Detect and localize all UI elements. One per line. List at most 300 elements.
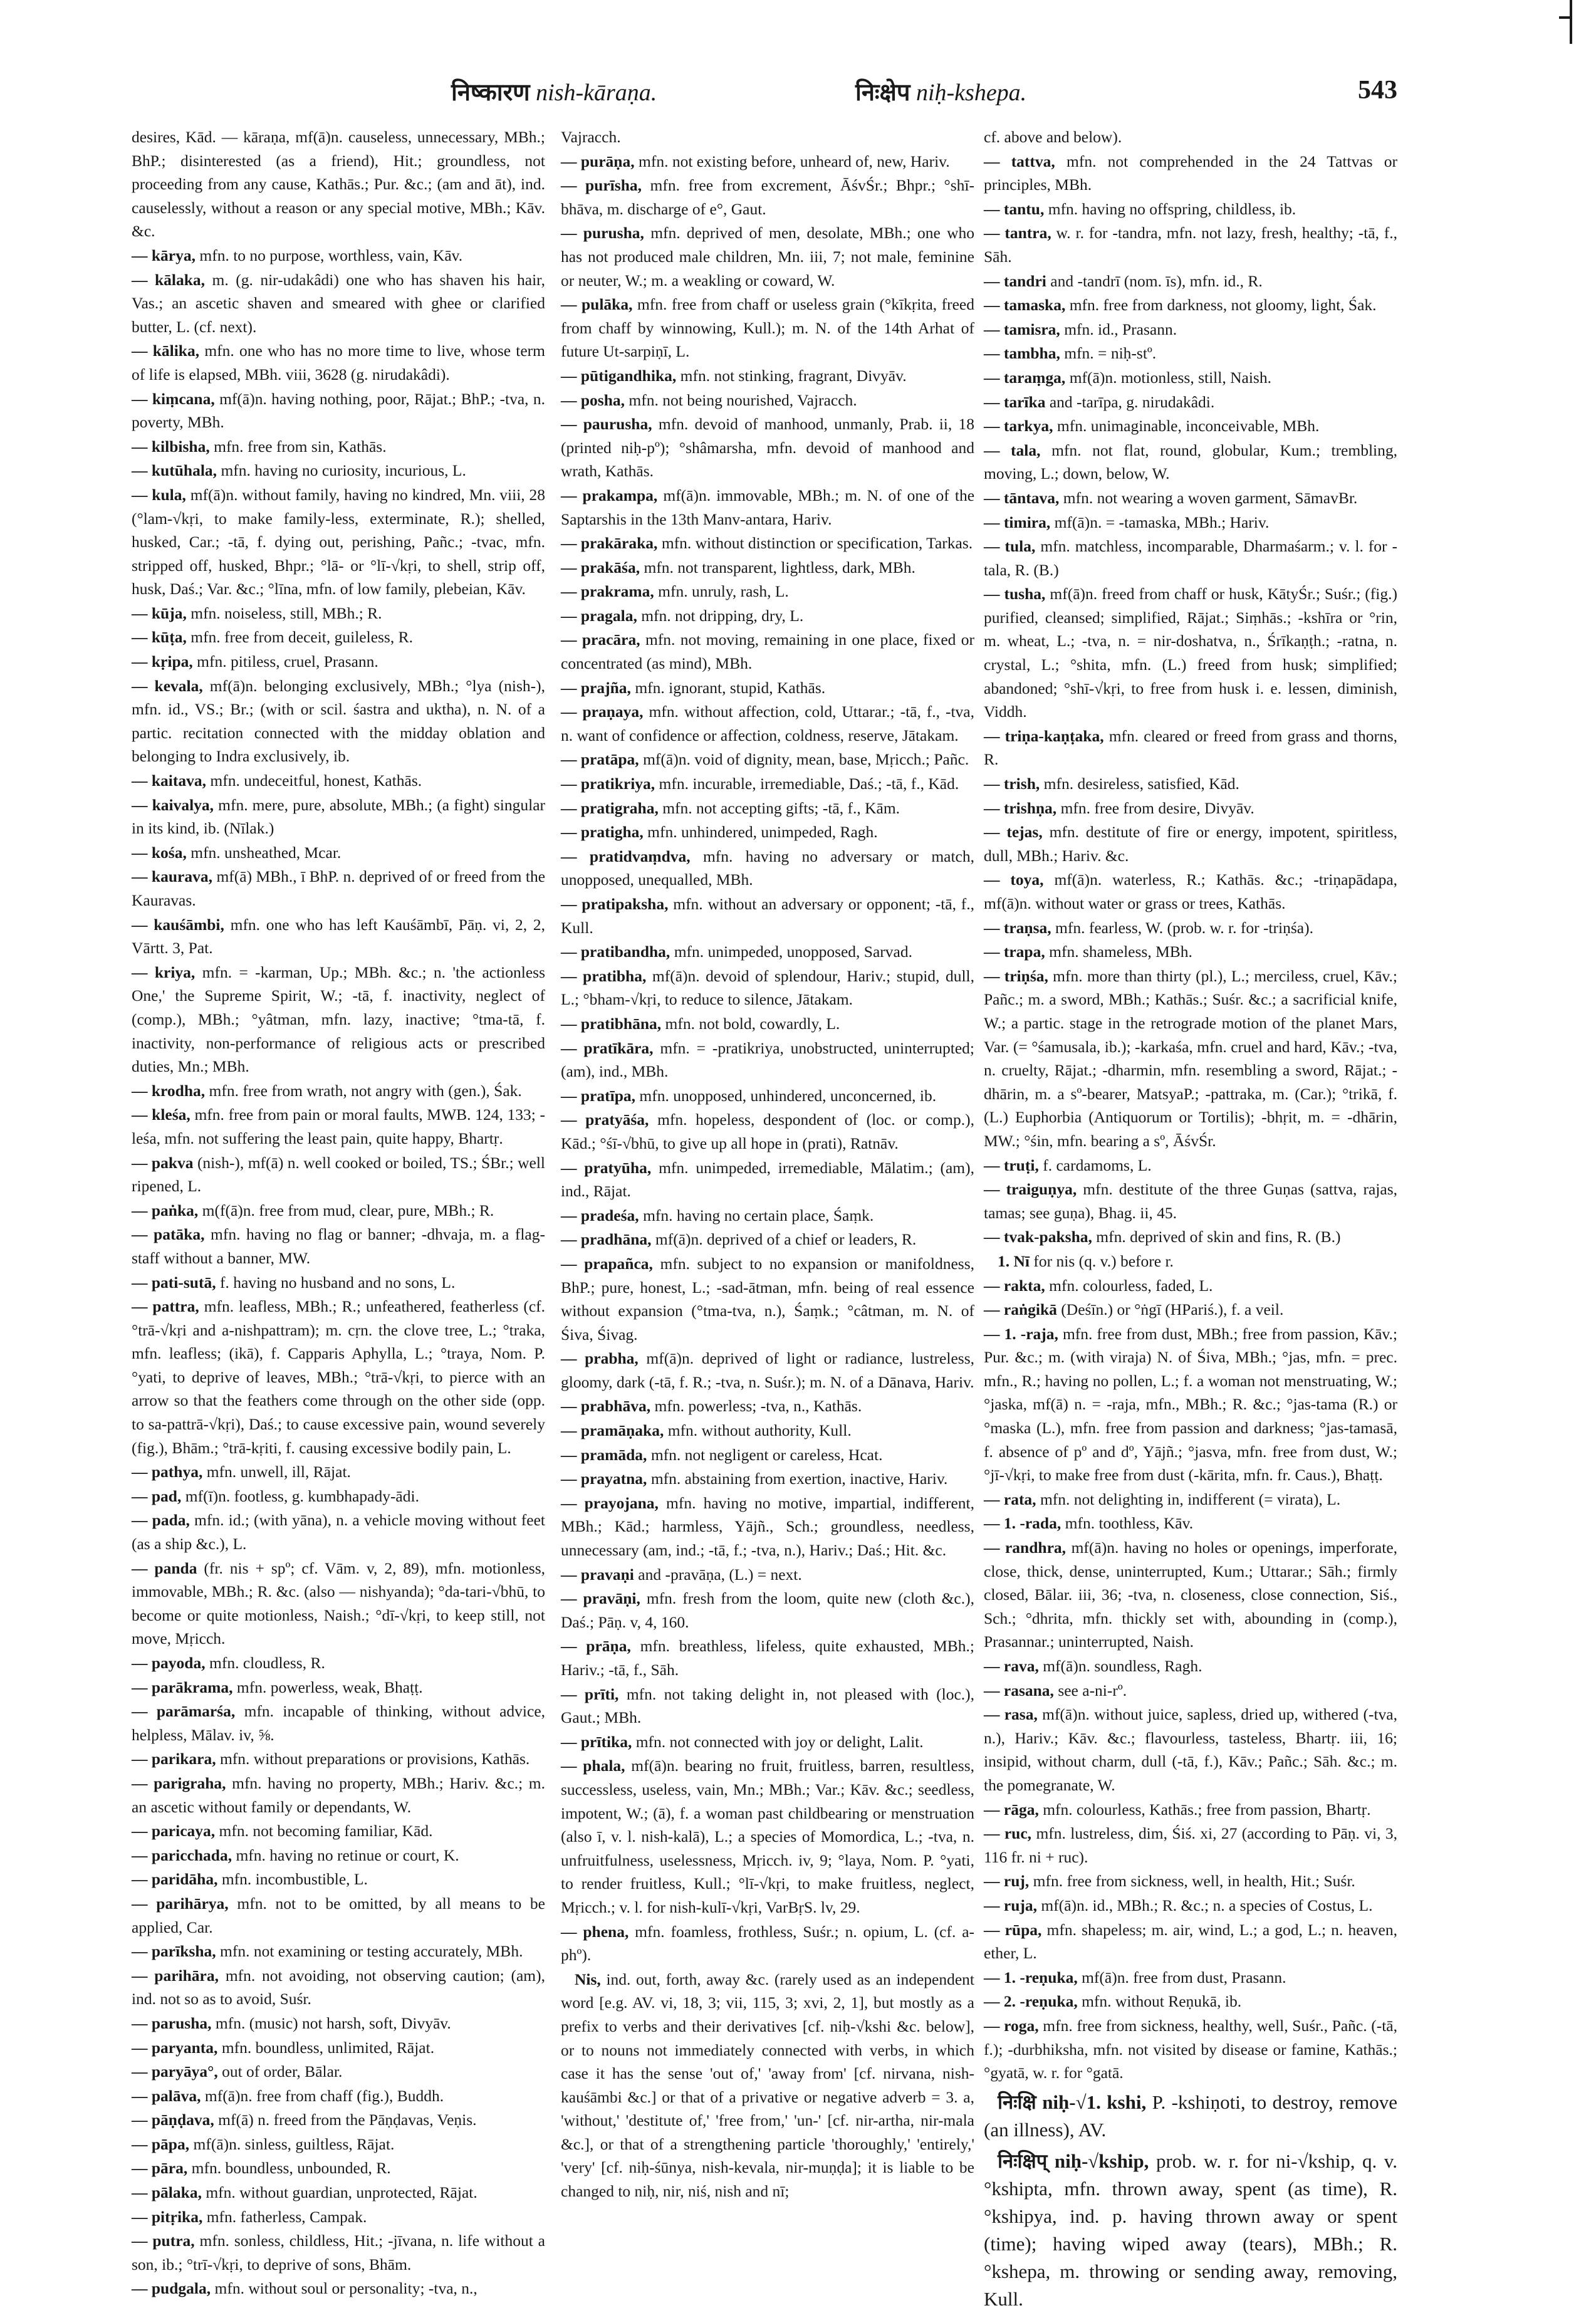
dictionary-entry [561, 412, 974, 483]
entry-headword: — prīti, [561, 1684, 619, 1703]
entry-definition: mfn. deprived of skin and fins, R. (B.) [1096, 1228, 1341, 1246]
dictionary-entry [984, 1703, 1397, 1797]
entry-headword: — pattra, [132, 1297, 199, 1316]
entry-definition: mfn. not being nourished, Vajracch. [628, 390, 857, 409]
dictionary-entry [984, 342, 1397, 365]
entry-headword: — putra, [132, 2232, 195, 2250]
entry-definition: out of order, Bālar. [222, 2062, 343, 2081]
dictionary-entry [561, 820, 974, 844]
dictionary-entry [561, 748, 974, 771]
entry-definition: mfn. free from deceit, guileless, R. [190, 628, 413, 647]
entry-headword: — 1. -reṇuka, [984, 1968, 1078, 1987]
dictionary-entry [132, 1651, 545, 1675]
dictionary-entry [132, 650, 545, 674]
dictionary-entry [132, 1940, 545, 1963]
dictionary-entry [561, 772, 974, 796]
entry-definition: mfn. noiseless, still, MBh.; R. [190, 603, 382, 622]
entry-headword: — randhra, [984, 1538, 1067, 1557]
dictionary-entry [132, 1079, 545, 1103]
entry-headword: — triṇa-kaṇṭaka, [984, 726, 1104, 745]
dictionary-entry [984, 796, 1397, 820]
entry-headword: — prakampa, [561, 486, 658, 504]
entry-definition: mfn. not to be omitted, by all means to be applied, Car. [132, 1894, 546, 1936]
entry-headword: — pāra, [132, 2159, 188, 2178]
entry-headword: — 1. -raja, [984, 1324, 1058, 1343]
entry-definition: mfn. destitute of fire or energy, impotent, spiritless, dull, MBh.; Hariv. &c. [984, 823, 1398, 865]
entry-headword: — 1. -rada, [984, 1514, 1061, 1533]
entry-definition: w. r. for -tandra, mfn. not lazy, fresh, healthy; -tā, f., Sāh. [984, 224, 1398, 266]
dictionary-entry [132, 1295, 545, 1459]
entry-headword: — tantra, [984, 224, 1051, 243]
entry-headword: — pratibha, [561, 966, 647, 985]
entry-headword: — purīsha, [561, 176, 642, 195]
entry-headword: — kriya, [132, 963, 196, 981]
dictionary-entry [132, 1508, 545, 1555]
entry-headword: — kūṭa, [132, 628, 187, 647]
dictionary-entry [561, 364, 974, 388]
dictionary-entry [132, 1485, 545, 1508]
entry-headword: — phala, [561, 1757, 625, 1775]
dictionary-entry [132, 2060, 545, 2084]
entry-definition: mfn. not wearing a woven garment, SāmavBr. [1063, 488, 1358, 507]
entry-headword: निःक्षि niḥ-√1. kshi, [998, 2091, 1147, 2113]
entry-definition: mfn. not existing before, unheard of, new, Hariv. [639, 152, 950, 170]
entry-headword: — pratigha, [561, 823, 644, 842]
entry-definition: mfn. hopeless, despondent of (loc. or comp.), Kād.; °śī-√bhū, to give up all hope in (prati), Ratnāv. [561, 1110, 975, 1152]
entry-definition: mfn. more than thirty (pl.), L.; merciless, cruel, Kāv.; Pañc.; m. a sword, MBh.; Kathās.; Suśr. &c.; a sacrificial knife, W.; a partic. stage in the retrograde motion of the planet Mars, Var. (= °śamusala, ib.); -karkaśa, mfn. cruel and hard, Kāv.; -tva, n. cruelty, Rājat.; -dharmin, mfn. resembling a sword, Rājat.; -dhārin, m. a sº-bearer, MatsyaP.; -pattraka, m. (Car.); °trikā, f. (L.) Euphorbia (Antiquorum or Tortilis); -bhṛit, m. = -dhārin, MW.; °śin, mfn. bearing a sº, ĀśvŚr. [984, 966, 1397, 1150]
entry-definition: mfn. free from chaff or useless grain (°kīkṛita, freed from chaff by winnowing, Kull.); m. N. of the 14th Arhat of future Ut-sarpiṇī, L. [561, 295, 974, 361]
dictionary-entry [132, 2181, 545, 2205]
entry-definition: mfn. not transparent, lightless, dark, MBh. [644, 558, 915, 577]
dictionary-entry [132, 1676, 545, 1700]
column-3 [984, 125, 1398, 2310]
entry-headword: — pathya, [132, 1463, 203, 1481]
entry-definition: mfn. breathless, lifeless, quite exhausted, MBh.; Hariv.; -tā, f., Sāh. [561, 1637, 974, 1679]
dictionary-entry [984, 439, 1397, 486]
entry-headword: — pakva [132, 1153, 194, 1172]
dictionary-entry [561, 1587, 974, 1634]
dictionary-entry [561, 580, 974, 603]
entry-definition: mfn. having no certain place, Śaṃk. [643, 1206, 874, 1224]
entry-definition: mfn. not negligent or careless, Hcat. [650, 1445, 883, 1464]
entry-definition: mfn. not connected with joy or delight, Lalit. [635, 1732, 924, 1751]
entry-definition: mfn. having no offspring, childless, ib. [1048, 199, 1296, 218]
dictionary-entry [132, 387, 545, 434]
entry-definition: mfn. free from dust, MBh.; free from passion, Kāv.; Pur. &c.; m. (with viraja) N. of Śiva, MBh.; °jas, mfn. = prec. mfn., R.; having no pollen, L.; f. a woman not menstruating, W.; °jaska, mf(ā) n. = -raja, mfn., MBh.; R. &c.; °jas-tama (R.) or °maska (L.), mfn. free from passion and darkness; °jas-tamasā, f. absence of pº and dº, Yājñ.; °jasva, mfn. free from dust, W.; °jī-√kṛi, to make free from dust (-kārita, mfn. fr. Caus.), Bhaṭṭ. [984, 1324, 1398, 1485]
entry-definition: mf(ā) MBh., ī BhP. n. deprived of or freed from the Kauravas. [132, 867, 546, 909]
entry-definition: mf(ā)n. = -tamaska, MBh.; Hariv. [1054, 513, 1270, 531]
dictionary-entry [984, 1679, 1397, 1703]
entry-headword: — kaitava, [132, 771, 207, 790]
dictionary-entry [984, 1918, 1397, 1965]
dictionary-entry [132, 1844, 545, 1867]
entry-definition: mfn. matchless, incomparable, Dharmaśarm.; v. l. for -tala, R. (B.) [984, 537, 1397, 579]
entry-definition: for nis (q. v.) before r. [1033, 1251, 1174, 1270]
entry-definition: mfn. one who has no more time to live, whose term of life is elapsed, MBh. viii, 3628 (g. nirudakâdi). [132, 342, 545, 384]
entry-headword: — pratibhāna, [561, 1014, 662, 1033]
entry-headword: — paryāya°, [132, 2062, 218, 2081]
entry-definition: mfn. not accepting gifts; -tā, f., Kām. [662, 798, 900, 817]
entry-headword: — kleśa, [132, 1105, 190, 1124]
entry-headword: — kilbisha, [132, 437, 210, 456]
header-center-roman: niḥ-kshepa. [915, 80, 1027, 106]
entry-headword: — parākrama, [132, 1678, 233, 1696]
entry-headword: — kārya, [132, 246, 196, 264]
entry-definition: mf(ā)n. immovable, MBh.; m. N. of one of the Saptarshis in the 13th Manv-antara, Hariv. [561, 486, 975, 528]
entry-headword: — pratidvaṃdva, [561, 847, 691, 865]
entry-definition: mfn. pitiless, cruel, Prasann. [197, 652, 378, 671]
entry-headword: — rāga, [984, 1800, 1039, 1819]
entry-definition: m. (g. nir-udakâdi) one who has shaven his hair, Vas.; an ascetic shaven and smeared with ghee or clarified butter, L. (cf. next). [132, 270, 546, 336]
entry-headword: — tvak-paksha, [984, 1228, 1092, 1246]
entry-headword: — rakta, [984, 1276, 1045, 1295]
entry-headword: — pratīkāra, [561, 1038, 654, 1057]
dictionary-entry [984, 1154, 1397, 1177]
entry-definition: mfn. without an adversary or opponent; -tā, f., Kull. [561, 895, 974, 937]
dictionary-entry [132, 1772, 545, 1819]
entry-headword: — raṅgikā [984, 1300, 1057, 1319]
entry-definition: mf(ā)n. id., MBh.; R. &c.; n. a species of Costus, L. [1041, 1896, 1373, 1914]
entry-definition: mfn. without preparations or provisions, Kathās. [219, 1750, 530, 1768]
entry-definition: mfn. not examining or testing accurately, MBh. [220, 1942, 523, 1961]
header-left-devanagari: निष्कारण [451, 80, 530, 106]
entry-definition: mfn. not becoming familiar, Kād. [219, 1822, 433, 1840]
entry-headword: — paurusha, [561, 415, 652, 434]
entry-headword: — prakāraka, [561, 534, 658, 553]
entry-definition: mfn. cleared or freed from grass and thorns, R. [984, 726, 1397, 769]
entry-definition: mfn. boundless, unbounded, R. [191, 2159, 391, 2178]
entry-headword: — purusha, [561, 224, 644, 243]
entry-headword: — purāṇa, [561, 152, 635, 170]
dictionary-entry [561, 1683, 974, 1730]
running-header [132, 75, 1397, 113]
entry-definition: mfn. fatherless, Campak. [206, 2207, 367, 2226]
dictionary-entry [561, 1634, 974, 1681]
dictionary-entry [561, 150, 974, 174]
dictionary-entry [984, 964, 1397, 1153]
entry-definition: mf(ā)n. having no holes or openings, imperforate, close, thick, dense, uninterrupted, Kum.; Uttarar.; Sāh.; firmly closed, Bālar. iii, 36; -tva, n. closeness, close connection, Siś., Sch.; °dhrita, mfn. thickly set with, abounding in (comp.), Prasannar.; uninterrupted, Naish. [984, 1538, 1398, 1651]
entry-headword: — kṛipa, [132, 652, 193, 671]
entry-definition: mfn. having no adversary or match, unopposed, unequalled, MBh. [561, 847, 974, 889]
entry-headword: — timira, [984, 513, 1051, 531]
entry-headword: — pāpa, [132, 2134, 190, 2153]
entry-headword: — pracāra, [561, 630, 640, 649]
entry-definition: mf(ā)n. devoid of splendour, Hariv.; stupid, dull, L.; °bham-√kṛi, to reduce to silence, Jātakam. [561, 966, 974, 1009]
entry-headword: — payoda, [132, 1654, 206, 1672]
entry-headword: — tantu, [984, 199, 1045, 218]
entry-definition: mfn. free from sin, Kathās. [214, 437, 387, 456]
dictionary-entry [561, 700, 974, 747]
entry-definition: cf. above and below). [984, 128, 1122, 146]
entry-headword: — tandri [984, 271, 1046, 290]
entry-definition: mfn. one who has left Kauśāmbī, Pāṇ. vi, 2, 2, Vārtt. 3, Pat. [132, 915, 546, 958]
entry-definition: mfn. unimaginable, inconceivable, MBh. [1056, 417, 1320, 436]
entry-headword: — pada, [132, 1511, 190, 1530]
dictionary-entry [132, 1892, 545, 1939]
dictionary-entry [561, 1204, 974, 1228]
entry-definition: mfn. sonless, childless, Hit.; -jīvana, n. life without a son, ib.; °trī-√kṛi, to deprive of sons, Bhām. [132, 2232, 545, 2274]
entry-headword: — trishṇa, [984, 798, 1057, 817]
entry-definition: mfn. not taking delight in, not pleased with (loc.), Gaut.; MBh. [561, 1684, 975, 1727]
entry-headword: — paricaya, [132, 1822, 216, 1840]
entry-definition: mf(ā)n. sinless, guiltless, Rājat. [193, 2134, 395, 2153]
entry-definition: (nish-), mf(ā) n. well cooked or boiled, TS.; ŚBr.; well ripened, L. [132, 1153, 545, 1196]
entry-definition: mfn. leafless, MBh.; R.; unfeathered, featherless (cf. °trā-√kṛi and a-nishpattram); m. cṛn. the clove tree, L.; °traka, mfn. leafless; (ikā), f. Capparis Aphylla, L.; °traya, Nom. P. °yati, to deprive of leaves, MBh.; °trā-√kṛi, to pierce with an arrow so that the feathers come through on the other side (opp. to sa-pattrā-√kṛi), Daś.; to cause excessive pain, wound severely (fig.), Bhām.; °trā-kṛiti, f. causing excessive bodily pain, L. [132, 1297, 546, 1457]
entry-headword: — posha, [561, 390, 625, 409]
entry-headword: — pitṛika, [132, 2207, 203, 2226]
entry-headword: — phena, [561, 1922, 629, 1941]
dictionary-entry [132, 1199, 545, 1223]
entry-definition: mf(ā)n. free from chaff (fig.), Buddh. [204, 2086, 444, 2105]
entry-definition: mfn. desireless, satisfied, Kād. [1043, 775, 1239, 793]
dictionary-entry [984, 868, 1397, 915]
entry-headword: — trish, [984, 775, 1040, 793]
dictionary-entry [561, 221, 974, 292]
entry-definition: mfn. not flat, round, globular, Kum.; trembling, moving, L.; down, below, W. [984, 441, 1398, 483]
entry-headword: — parihārya, [132, 1894, 229, 1913]
entry-headword: — tula, [984, 537, 1036, 556]
dictionary-entry [132, 2277, 545, 2300]
entry-headword: — pratipaksha, [561, 895, 669, 913]
dictionary-entry [561, 628, 974, 675]
entry-definition: mfn. without affection, cold, Uttarar.; -tā, f., -tva, n. want of confidence or affection, coldness, reserve, Jātakam. [561, 702, 974, 744]
entry-definition: mfn. colourless, Kathās.; free from passion, Bhartṛ. [1043, 1800, 1371, 1819]
dictionary-entry [132, 961, 545, 1078]
entry-headword: — pragala, [561, 606, 637, 625]
entry-headword: — prayatna, [561, 1470, 647, 1488]
entry-headword: — traṇsa, [984, 918, 1051, 937]
dictionary-entry [132, 339, 545, 386]
entry-headword: — tamisra, [984, 320, 1060, 338]
entry-definition: mfn. foamless, frothless, Suśr.; n. opium, L. (cf. a-phº). [561, 1922, 975, 1965]
dictionary-entry [561, 125, 974, 149]
dictionary-entry [561, 1228, 974, 1251]
dictionary-entry [984, 724, 1397, 771]
entry-headword: — prakrama, [561, 582, 654, 601]
entry-definition: mf(ā)n. motionless, still, Naish. [1069, 368, 1271, 387]
entry-headword: — panda [132, 1559, 197, 1577]
entry-headword: — prītika, [561, 1732, 632, 1751]
entry-headword: — kośa, [132, 843, 187, 862]
entry-headword: — pratyāśa, [561, 1110, 649, 1129]
entry-headword: — kauśāmbi, [132, 915, 224, 934]
entry-headword: — pratyūha, [561, 1158, 652, 1177]
entry-definition: mfn. incapable of thinking, without advice, helpless, Mālav. iv, ⅝. [132, 1702, 546, 1744]
entry-headword: — taraṃga, [984, 368, 1066, 387]
dictionary-entry [132, 2108, 545, 2132]
dictionary-entry [561, 531, 974, 555]
dictionary-entry [561, 1012, 974, 1036]
dictionary-entry [984, 1298, 1397, 1322]
entry-definition: mfn. to no purpose, worthless, vain, Kāv. [199, 246, 463, 264]
dictionary-entry [561, 389, 974, 412]
entry-definition: mfn. free from sickness, well, in health, Hit.; Suśr. [1033, 1872, 1355, 1891]
entry-definition: mf(ā)n. deprived of light or radiance, lustreless, gloomy, dark (-tā, f. R.; -tva, n. Suśr.); m. N. of a Dānava, Hariv. [561, 1349, 974, 1391]
entry-headword: — pramāṇaka, [561, 1421, 664, 1440]
dictionary-entry [984, 1654, 1397, 1678]
entry-headword: — patāka, [132, 1225, 205, 1244]
dictionary-entry [984, 1894, 1397, 1918]
entry-headword: — pradhāna, [561, 1230, 652, 1249]
dictionary-entry [561, 940, 974, 964]
dictionary-entry [984, 1822, 1397, 1869]
dictionary-entry [132, 1460, 545, 1484]
dictionary-entry [132, 2229, 545, 2276]
entry-headword: — ruja, [984, 1896, 1037, 1914]
entry-headword: — kālaka, [132, 270, 206, 289]
entry-definition: see a-ni-rº. [1058, 1681, 1127, 1700]
dictionary-entry [561, 796, 974, 820]
dictionary-entry [984, 486, 1397, 510]
entry-definition: mf(ā)n. without juice, sapless, dried up, withered (-tva, n.), Hariv.; Kāv. &c.; flavourless, tasteless, Bhartṛ. iii, 16; insipid, without charm, dull (-tā, f.), Kāv.; Pañc.; Sāh. &c.; m. the pomegranate, W. [984, 1705, 1397, 1794]
entry-definition: mfn. free from desire, Divyāv. [1060, 798, 1254, 817]
edge-bar [1570, 0, 1572, 44]
dictionary-entry [132, 483, 545, 601]
entry-definition: (Deśīn.) or °ṅgī (HPariś.), f. a veil. [1061, 1300, 1284, 1319]
entry-headword: — tamaska, [984, 296, 1066, 315]
dictionary-entry [561, 1491, 974, 1562]
dictionary-entry [132, 1819, 545, 1843]
dictionary-entry [561, 174, 974, 221]
entry-definition: mfn. without guardian, unprotected, Rājat. [206, 2183, 477, 2202]
dictionary-entry [132, 913, 545, 960]
dictionary-entry [561, 1419, 974, 1443]
dictionary-entry [984, 1966, 1397, 1990]
dictionary-entry [984, 269, 1397, 293]
dictionary-entry [132, 435, 545, 459]
entry-headword: — kaurava, [132, 867, 212, 886]
dictionary-entry [561, 293, 974, 363]
dictionary-entry [561, 964, 974, 1011]
entry-definition: and -tandrī (nom. īs), mfn. id., R. [1050, 271, 1263, 290]
dictionary-entry [984, 1488, 1397, 1512]
entry-definition: mfn. powerless; -tva, n., Kathās. [654, 1397, 862, 1416]
entry-definition: mfn. free from excrement, ĀśvŚr.; Bhpr.; °shī-bhāva, m. discharge of e°, Gaut. [561, 176, 975, 218]
dictionary-entry [984, 1250, 1397, 1273]
entry-definition: mfn. not moving, remaining in one place, fixed or concentrated (as mind), MBh. [561, 630, 975, 673]
entry-definition: mfn. unopposed, unhindered, unconcerned, ib. [639, 1086, 937, 1105]
entry-headword: Nis, [575, 1970, 601, 1988]
entry-definition: mfn. not avoiding, not observing caution; (am), ind. not so as to avoid, Suśr. [132, 1966, 546, 2008]
entry-headword: — prapañca, [561, 1254, 653, 1273]
dictionary-entry [984, 390, 1397, 414]
entry-headword: — paricchada, [132, 1846, 232, 1864]
entry-headword: — kiṃcana, [132, 389, 215, 408]
entry-definition: mfn. unimpeded, irremediable, Mālatim.; (am), ind., Rājat. [561, 1158, 974, 1201]
entry-headword: — tāntava, [984, 488, 1060, 507]
entry-headword: — 2. -reṇuka, [984, 1992, 1078, 2011]
entry-headword: — paridāha, [132, 1870, 218, 1889]
dictionary-entry [984, 820, 1397, 867]
entry-definition: mf(ā)n. void of dignity, mean, base, Mṛicch.; Pañc. [643, 750, 969, 769]
dictionary-entry [984, 1536, 1397, 1654]
entry-headword: — parāmarśa, [132, 1702, 236, 1721]
entry-headword: — roga, [984, 2016, 1039, 2035]
column-1 [132, 125, 546, 2298]
entry-headword: — pratibandha, [561, 942, 670, 961]
header-center-guideword [855, 75, 1026, 108]
dictionary-entry [561, 1467, 974, 1491]
entry-headword: — tarkya, [984, 417, 1053, 436]
dictionary-entry [132, 2205, 545, 2229]
entry-definition: mfn. cloudless, R. [209, 1654, 325, 1672]
entry-definition: mfn. id.; (with yāna), n. a vehicle moving without feet (as a ship &c.), L. [132, 1511, 545, 1553]
entry-headword: — pulāka, [561, 295, 633, 314]
entry-headword: — tambha, [984, 344, 1060, 363]
dictionary-entry [984, 1512, 1397, 1535]
entry-definition: mfn. free from sickness, healthy, well, Suśr., Pañc. (-tā, f.); -durbhiksha, mfn. not visited by disease or famine, Kathās.; °gyatā, w. r. for °gatā. [984, 2016, 1397, 2082]
dictionary-entry [132, 2036, 545, 2060]
entry-headword: — rava, [984, 1657, 1039, 1675]
dictionary-entry [984, 2089, 1397, 2144]
dictionary-entry [132, 459, 545, 483]
entry-headword: — prabhāva, [561, 1397, 651, 1416]
dictionary-entry [984, 1869, 1397, 1893]
dictionary-entry [132, 268, 545, 339]
entry-definition: mfn. having no curiosity, incurious, L. [221, 461, 466, 480]
dictionary-entry [132, 1557, 545, 1651]
dictionary-entry [561, 1920, 974, 1967]
dictionary-entry [132, 674, 545, 768]
dictionary-entry [132, 2084, 545, 2108]
dictionary-entry [132, 1747, 545, 1771]
entry-definition: m(f(ā)n. free from mud, clear, pure, MBh.; R. [202, 1201, 494, 1219]
entry-definition: mf(ā)n. deprived of a chief or leaders, R. [655, 1230, 917, 1249]
entry-headword: — pradeśa, [561, 1206, 639, 1224]
entry-headword: — pati-sutā, [132, 1273, 216, 1292]
entry-headword: — pravāṇi, [561, 1589, 640, 1608]
entry-headword: — krodha, [132, 1081, 206, 1100]
entry-headword: — rūpa, [984, 1920, 1042, 1939]
entry-definition: mfn. abstaining from exertion, inactive, Hariv. [650, 1470, 948, 1488]
dictionary-entry [561, 1084, 974, 1108]
entry-definition: prob. w. r. for ni-√kship, q. v. °kshipta, mfn. thrown away, spent (as time), R. °kshipya, ind. p. having thrown away or spent (time); having wiped away (tears), MBh.; R. °kshepa, m. throwing or sending away, removing, Kull. [984, 2149, 1397, 2310]
entry-headword: — prabha, [561, 1349, 639, 1368]
entry-definition: mfn. not bold, cowardly, L. [665, 1014, 840, 1033]
entry-definition: mfn. = -karman, Up.; MBh. &c.; n. 'the actionless One,' the Supreme Spirit, W.; -tā, f. inactivity, neglect of (comp.), MBh.; °yâtman, mfn. lazy, inactive; °tma-tā, f. inactivity, non-performance of religious acts or prescribed duties, Mn.; MBh. [132, 963, 546, 1076]
entry-definition: mfn. undeceitful, honest, Kathās. [210, 771, 422, 790]
dictionary-entry [561, 556, 974, 580]
entry-definition: mfn. having no flag or banner; -dhvaja, m. a flag-staff without a banner, MW. [132, 1225, 545, 1267]
entry-definition: mfn. not delighting in, indifferent (= virata), L. [1040, 1490, 1341, 1508]
entry-definition: mf(ā)n. freed from chaff or husk, KātyŚr.; Suśr.; (fig.) purified, cleansed; simplified, Rājat.; Siṃhās.; -kshīra or °rin, m. wheat, L.; -tva, n. = nir-doshatva, n., Śrīkaṇṭh.; -ratna, n. crystal, L.; °shita, mfn. (L.) freed from husk; simplified; abandoned; °shī-√kṛi, to free from husk i. e. lessen, diminish, Viddh. [984, 585, 1397, 721]
edge-tick [1559, 16, 1572, 19]
dictionary-entry [132, 1223, 545, 1270]
dictionary-entry [132, 793, 545, 840]
entry-definition: and -tarīpa, g. nirudakâdi. [1049, 392, 1215, 411]
entry-headword: — tejas, [984, 823, 1043, 842]
entry-headword: — paryanta, [132, 2038, 218, 2057]
entry-headword: — parīksha, [132, 1942, 216, 1961]
dictionary-entry [984, 293, 1397, 317]
dictionary-entry [984, 940, 1397, 964]
dictionary-entry [132, 841, 545, 865]
entry-definition: mfn. fresh from the loom, quite new (cloth &c.), Daś.; Pāṇ. v, 4, 160. [561, 1589, 974, 1631]
entry-definition: mfn. having no property, MBh.; Hariv. &c.; m. an ascetic without family or dependants, W. [132, 1773, 546, 1816]
entry-headword: — praṇaya, [561, 702, 644, 721]
entry-definition: mfn. boundless, unlimited, Rājat. [221, 2038, 435, 2057]
header-left-guideword [451, 75, 657, 108]
entry-definition: mfn. incombustible, L. [221, 1870, 368, 1889]
dictionary-entry [561, 1730, 974, 1754]
entry-definition: mfn. free from darkness, not gloomy, light, Śak. [1069, 296, 1377, 315]
entry-headword: — kālika, [132, 342, 200, 360]
entry-headword: — pudgala, [132, 2279, 211, 2298]
entry-definition: mfn. having no motive, impartial, indifferent, MBh.; Kād.; harmless, Yājñ., Sch.; groundless, needless, unnecessary (am, ind.; -tā, f.; -tva, n.), Hariv.; Daś.; Hit. &c. [561, 1493, 975, 1560]
entry-headword: — palāva, [132, 2086, 201, 2105]
entry-definition: P. -kshiṇoti, to destroy, remove (an illness), AV. [984, 2091, 1397, 2141]
dictionary-entry [984, 1225, 1397, 1249]
